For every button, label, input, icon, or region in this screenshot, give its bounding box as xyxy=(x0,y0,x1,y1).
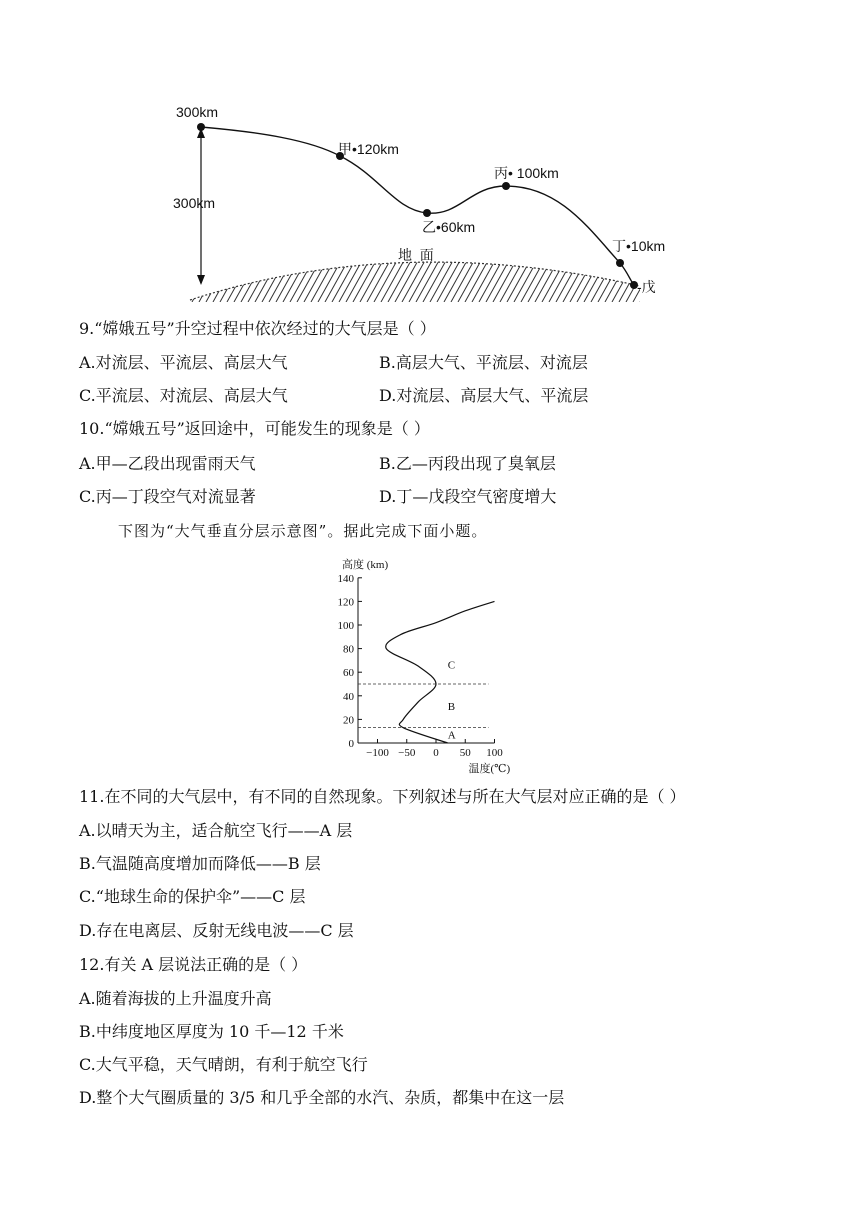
q10-option-d: D.丁—戊段空气密度增大 xyxy=(379,487,557,506)
point-ding-name: 丁 xyxy=(612,238,626,254)
point-bing-name: 丙 xyxy=(494,165,508,181)
q12-stem: 12.有关 A 层说法正确的是（ ） xyxy=(79,955,308,974)
hatch-line xyxy=(668,230,708,302)
y-axis-title: 高度 (km) xyxy=(342,558,389,571)
q12-option-b: B.中纬度地区厚度为 10 千—12 千米 xyxy=(79,1022,344,1041)
q11-option-b: B.气温随高度增加而降低——B 层 xyxy=(79,854,321,873)
y-tick-label: 140 xyxy=(337,572,354,585)
layer-label-b: B xyxy=(447,700,456,713)
point-ding-alt: 10km xyxy=(630,238,666,254)
y-tick-label: 0 xyxy=(348,738,354,750)
svg-text:丁•10km: 丁•10km xyxy=(612,238,666,254)
svg-text:甲•120km: 甲•120km xyxy=(338,141,399,157)
ground-label: 地 面 xyxy=(398,247,434,263)
svg-text:丙• 100km: 丙• 100km xyxy=(494,165,559,181)
hatch-line xyxy=(157,230,197,302)
q10-stem: 10.“嫦娥五号”返回途中，可能发生的现象是（ ） xyxy=(79,419,430,438)
hatch-line xyxy=(171,230,211,302)
hatch-line xyxy=(178,230,218,302)
hatch-line xyxy=(689,230,729,302)
y-tick-label: 40 xyxy=(343,690,354,703)
y-tick-label: 60 xyxy=(343,667,354,680)
x-tick-label: 50 xyxy=(459,747,471,759)
ground-curve xyxy=(190,262,640,300)
x-tick-label: 100 xyxy=(486,747,503,759)
top-label: 300km xyxy=(176,104,219,120)
hatch-line xyxy=(675,230,715,302)
svg-text:-戊: -戊 xyxy=(637,279,656,295)
x-axis-title: 温度(℃) xyxy=(468,763,511,775)
trajectory-diagram xyxy=(0,0,860,310)
q11-stem: 11.在不同的大气层中，有不同的自然现象。下列叙述与所在大气层对应正确的是（ ） xyxy=(79,787,686,806)
q9-stem: 9.“嫦娥五号”升空过程中依次经过的大气层是（ ） xyxy=(79,319,436,338)
q9-option-c: C.平流层、对流层、高层大气 xyxy=(79,386,288,405)
q11-option-c: C.“地球生命的保护伞”——C 层 xyxy=(79,887,306,906)
q10-option-c: C.丙—丁段空气对流显著 xyxy=(79,487,256,506)
q12-option-a: A.随着海拔的上升温度升高 xyxy=(79,989,272,1008)
x-tick-label: −50 xyxy=(398,747,416,759)
q9-option-b: B.高层大气、平流层、对流层 xyxy=(379,353,588,372)
layer-label-a: A xyxy=(447,729,456,742)
temperature-curve xyxy=(386,601,495,743)
y-tick-label: 20 xyxy=(343,714,354,727)
x-tick-label: 0 xyxy=(433,747,439,759)
x-tick-label: −100 xyxy=(366,747,389,759)
section-intro: 下图为“大气垂直分层示意图”。据此完成下面小题。 xyxy=(118,522,488,540)
hatch-line xyxy=(696,230,736,302)
height-label: 300km xyxy=(173,195,216,211)
q12-option-d: D.整个大气圈质量的 3/5 和几乎全部的水汽、杂质，都集中在这一层 xyxy=(79,1088,565,1107)
point-jia-name: 甲 xyxy=(338,141,352,157)
q10-option-b: B.乙—丙段出现了臭氧层 xyxy=(379,454,556,473)
q11-option-a: A.以晴天为主，适合航空飞行——A 层 xyxy=(79,821,353,840)
point-yi-name: 乙 xyxy=(422,219,436,235)
hatch-line xyxy=(682,230,722,302)
atmosphere-chart xyxy=(0,548,860,778)
q9-option-a: A.对流层、平流层、高层大气 xyxy=(79,353,288,372)
hatch-line xyxy=(150,230,190,302)
y-tick-label: 80 xyxy=(343,643,354,656)
point-wu-name: 戊 xyxy=(641,279,656,295)
point-jia-alt: 120km xyxy=(356,141,399,157)
hatch-line xyxy=(185,230,225,302)
hatch-line xyxy=(164,230,204,302)
svg-text:乙•60km: 乙•60km xyxy=(422,219,476,235)
layer-label-c: C xyxy=(447,659,456,672)
q9-option-d: D.对流层、高层大气、平流层 xyxy=(379,386,589,405)
hatch-line xyxy=(661,230,701,302)
y-tick-label: 120 xyxy=(337,596,354,609)
q12-option-c: C.大气平稳，天气晴朗，有利于航空飞行 xyxy=(79,1055,368,1074)
point-bing-alt: 100km xyxy=(516,165,559,181)
y-tick-label: 100 xyxy=(337,620,354,632)
point-yi-alt: 60km xyxy=(440,219,476,235)
q11-option-d: D.存在电离层、反射无线电波——C 层 xyxy=(79,921,354,940)
q10-option-a: A.甲—乙段出现雷雨天气 xyxy=(79,454,256,473)
